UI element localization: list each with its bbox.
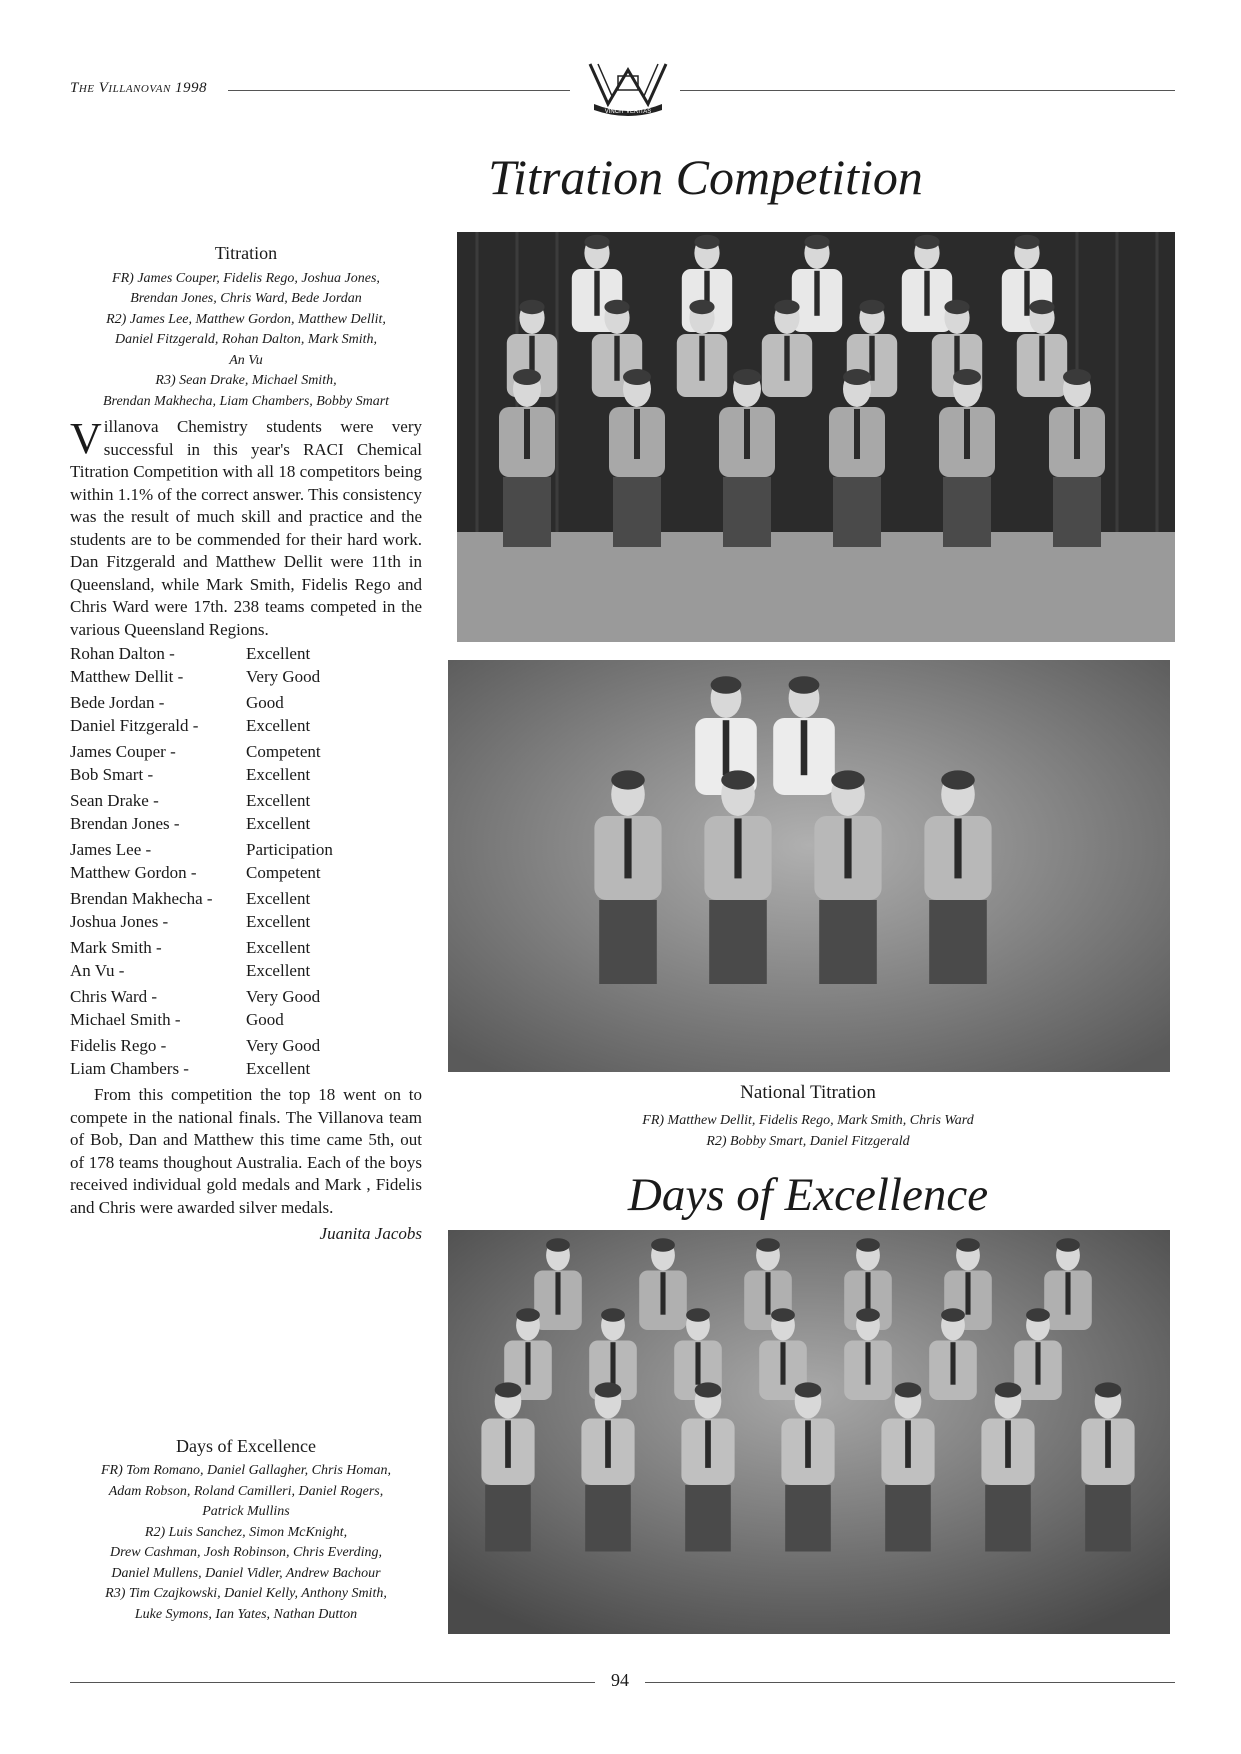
footer-rule-left	[70, 1682, 595, 1683]
student-name: James Lee -	[70, 840, 152, 859]
article-author: Juanita Jacobs	[319, 1224, 422, 1243]
national-caption-heading: National Titration	[740, 1082, 876, 1103]
student-name: Michael Smith -	[70, 1009, 181, 1029]
result-row	[70, 1009, 422, 1032]
results-pair	[70, 888, 422, 933]
national-caption	[448, 1110, 1168, 1152]
student-name: Rohan Dalton -	[70, 644, 175, 663]
results-pair	[70, 1035, 422, 1080]
student-grade: Good	[246, 1009, 284, 1029]
caption-line: Drew Cashman, Josh Robinson, Chris Everding,	[110, 1545, 382, 1560]
school-crest-logo	[588, 60, 668, 120]
caption-line: Adam Robson, Roland Camilleri, Daniel Rogers,	[108, 1483, 384, 1499]
results-pair	[70, 741, 422, 786]
caption-line: Luke Symons, Ian Yates, Nathan Dutton	[134, 1606, 358, 1622]
student-name: James Couper -	[70, 742, 176, 761]
student-grade: Excellent	[246, 938, 311, 957]
student-grade: Very Good	[246, 1036, 321, 1055]
results-pair	[70, 692, 422, 737]
titration-group-photo	[457, 232, 1175, 642]
titration-caption-heading: Titration	[214, 243, 278, 263]
titration-caption	[70, 269, 422, 413]
publication-header: The Villanovan 1998	[70, 80, 208, 96]
student-name: Chris Ward -	[70, 987, 158, 1006]
caption-line: Daniel Fitzgerald, Rohan Dalton, Mark Smith,	[114, 332, 378, 347]
student-name: An Vu -	[70, 960, 125, 980]
student-grade: Excellent	[246, 1058, 311, 1078]
student-grade: Competent	[246, 862, 321, 882]
student-name: Bede Jordan -	[70, 693, 165, 712]
caption-line: R3) Tim Czajkowski, Daniel Kelly, Anthony Smith,	[105, 1586, 387, 1601]
days-caption	[70, 1461, 422, 1625]
drop-cap: V	[70, 414, 102, 463]
student-name: Fidelis Rego -	[70, 1036, 167, 1055]
result-row	[70, 986, 422, 1009]
caption-line: R2) Bobby Smart, Daniel Fitzgerald	[706, 1134, 910, 1149]
result-row	[70, 764, 422, 787]
result-row	[70, 692, 422, 715]
days-caption-heading: Days of Excellence	[176, 1436, 316, 1456]
student-name: Daniel Fitzgerald -	[70, 715, 199, 735]
article-paragraph-1: illanova Chemistry students were very successful in this year's RACI Chemical Titration Competition with all 18 competitors being within 1.1% of the correct answer. This consistency was the result of much skill and practice and the students are to be commended for their hard work. Dan Fitzgerald and Matthew Dellit were 11th in Queensland, while Mark Smith, Fidelis Rego and Chris Ward were 17th. 238 teams competed in the various Queensland Regions.	[70, 417, 422, 639]
days-caption-block	[70, 1436, 422, 1625]
caption-line: Brendan Makhecha, Liam Chambers, Bobby Smart	[102, 393, 390, 409]
caption-line: FR) James Couper, Fidelis Rego, Joshua Jones,	[112, 270, 380, 286]
result-row	[70, 911, 422, 934]
student-grade: Excellent	[246, 791, 311, 810]
results-pair	[70, 643, 422, 688]
result-row	[70, 937, 422, 960]
student-grade: Excellent	[246, 889, 311, 908]
student-grade: Excellent	[246, 960, 311, 980]
result-row	[70, 643, 422, 666]
results-pair	[70, 839, 422, 884]
result-row	[70, 813, 422, 836]
student-grade: Excellent	[246, 813, 311, 833]
caption-line: R2) James Lee, Matthew Gordon, Matthew Dellit,	[106, 311, 386, 327]
result-row	[70, 862, 422, 885]
days-of-excellence-title: Days of Excellence	[627, 1169, 989, 1221]
result-row	[70, 960, 422, 983]
student-name: Bob Smart -	[70, 764, 154, 784]
student-name: Matthew Dellit -	[70, 666, 184, 686]
student-name: Mark Smith -	[70, 938, 162, 957]
result-row	[70, 1058, 422, 1081]
results-list	[70, 643, 422, 1080]
results-pair	[70, 986, 422, 1031]
caption-line: R3) Sean Drake, Michael Smith,	[155, 373, 337, 388]
results-pair	[70, 790, 422, 835]
page-title: Titration Competition	[488, 149, 923, 205]
student-grade: Participation	[246, 840, 333, 859]
student-name: Sean Drake -	[70, 791, 159, 810]
national-titration-photo	[448, 660, 1170, 1072]
student-grade: Very Good	[246, 666, 321, 686]
student-name: Brendan Jones -	[70, 813, 180, 833]
results-pair	[70, 937, 422, 982]
result-row	[70, 1035, 422, 1058]
student-grade: Excellent	[246, 644, 311, 663]
caption-line: FR) Tom Romano, Daniel Gallagher, Chris Homan,	[101, 1463, 391, 1478]
footer-rule-right	[645, 1682, 1175, 1683]
student-name: Matthew Gordon -	[70, 862, 197, 882]
article-paragraph-2: From this competition the top 18 went on to compete in the national finals. The Villanova team of Bob, Dan and Matthew this time came 5th, out of 178 teams thoughout Australia. Each of the boys received individual gold medals and Mark , Fidelis and Chris were awarded silver medals.	[70, 1085, 422, 1217]
student-name: Liam Chambers -	[70, 1058, 189, 1078]
caption-line: Brendan Jones, Chris Ward, Bede Jordan	[130, 291, 362, 306]
student-grade: Excellent	[246, 715, 311, 735]
student-grade: Very Good	[246, 987, 321, 1006]
student-name: Brendan Makhecha -	[70, 889, 213, 908]
article-body	[70, 416, 422, 641]
caption-line: R2) Luis Sanchez, Simon McKnight,	[144, 1524, 348, 1540]
student-grade: Excellent	[246, 911, 311, 931]
result-row	[70, 715, 422, 738]
result-row	[70, 888, 422, 911]
left-column	[70, 242, 422, 1246]
result-row	[70, 741, 422, 764]
result-row	[70, 666, 422, 689]
result-row	[70, 839, 422, 862]
student-grade: Good	[246, 693, 284, 712]
student-grade: Excellent	[246, 764, 311, 784]
student-name: Joshua Jones -	[70, 911, 169, 931]
result-row	[70, 790, 422, 813]
days-of-excellence-photo	[448, 1230, 1170, 1634]
crest-motto: VINCIT VERITAS	[604, 109, 652, 115]
header-rule-left	[228, 90, 570, 91]
student-grade: Competent	[246, 742, 321, 761]
caption-line: Patrick Mullins	[202, 1504, 290, 1519]
caption-line: An Vu	[229, 352, 263, 368]
page-number: 94	[611, 1670, 629, 1690]
caption-line: FR) Matthew Dellit, Fidelis Rego, Mark Smith, Chris Ward	[642, 1113, 974, 1128]
caption-line: Daniel Mullens, Daniel Vidler, Andrew Bachour	[111, 1565, 381, 1581]
header-rule-right	[680, 90, 1175, 91]
